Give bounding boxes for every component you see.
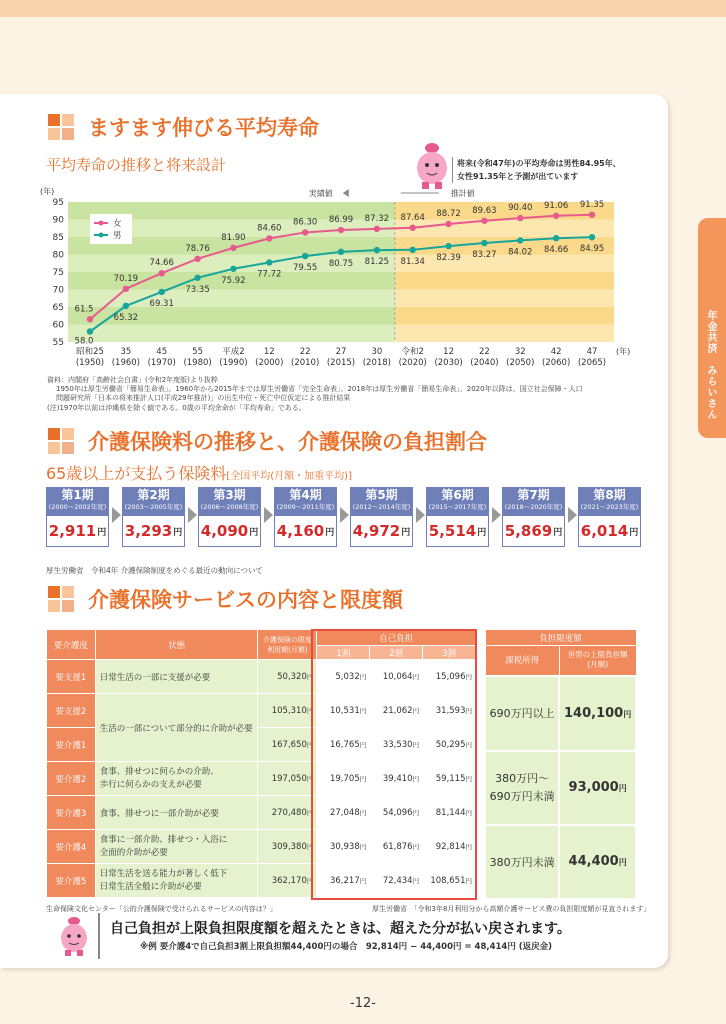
x-tick-label: 平成2: [222, 347, 245, 357]
x-tick-sub-label: (1980): [183, 358, 212, 368]
burden-income: 380万円〜 690万円未満: [485, 751, 559, 825]
data-point: [553, 235, 559, 241]
x-tick-label: 32: [514, 347, 526, 357]
r1-cell: 27,048円: [317, 796, 370, 830]
header-income: 課税所得: [485, 646, 559, 676]
r2-cell: 54,096円: [370, 796, 423, 830]
section-square-icon: [48, 114, 74, 140]
data-point: [481, 218, 487, 224]
x-tick-label: 22: [479, 347, 490, 357]
table-row: [47, 694, 476, 728]
forecast-label: 推計値: [450, 189, 475, 198]
arrow-right-icon: [416, 507, 425, 523]
data-point: [553, 213, 559, 219]
period-value: 2,911 円: [46, 515, 109, 547]
level-cell: 要支援2: [47, 694, 96, 728]
data-point: [481, 240, 487, 246]
data-label: 83.27: [472, 250, 497, 261]
x-tick-label: 30: [371, 347, 383, 357]
mascot-icon: [54, 914, 94, 958]
data-label: 88.72: [436, 208, 461, 219]
header-level: 要介護度: [47, 630, 96, 660]
level-cell: 要介護1: [47, 728, 96, 762]
limit-cell: 105,310円: [258, 694, 317, 728]
refund-example: ※例 要介護4で自己負担3割上限負担額44,400円の場合 92,814円 − 44,400円 = 48,414円 (返戻金): [140, 942, 553, 952]
data-point: [589, 234, 595, 240]
data-label: 81.25: [364, 257, 390, 268]
section1-title: ますます伸びる平均寿命: [48, 112, 319, 142]
data-point: [374, 247, 380, 253]
data-point: [445, 221, 451, 227]
data-point: [302, 253, 308, 259]
data-point: [159, 289, 165, 295]
period-value: 5,869 円: [502, 515, 565, 547]
data-point: [589, 212, 595, 218]
data-point: [266, 235, 272, 241]
r1-cell: 10,531円: [317, 694, 370, 728]
premium-period: [274, 487, 337, 547]
data-point: [159, 270, 165, 276]
data-label: 86.99: [328, 215, 354, 226]
data-label: 73.35: [185, 284, 210, 295]
period-value: 3,293 円: [122, 515, 185, 547]
legend-marker: [99, 233, 104, 238]
state-cell: 日常生活を送る能力が著しく低下 日常生活全般に介助が必要: [95, 864, 258, 898]
data-label: 81.90: [221, 232, 246, 243]
data-label: 87.64: [400, 212, 425, 223]
legend-marker: [99, 221, 104, 226]
period-value: 6,014 円: [578, 515, 641, 547]
period-value: 4,090 円: [198, 515, 261, 547]
r3-cell: 108,651円: [423, 864, 476, 898]
period-header: 第8期 (2021〜2023年度): [578, 487, 641, 515]
band-forecast: [395, 220, 614, 238]
x-tick-sub-label: (2030): [434, 358, 463, 368]
period-header: 第1期 (2000〜2002年度): [46, 487, 109, 515]
limit-cell: 362,170円: [258, 864, 317, 898]
r1-cell: 36,217円: [317, 864, 370, 898]
data-point: [338, 249, 344, 255]
source-line-1: 資料：内閣府「高齢社会白書」(令和2年度版)より抜粋: [47, 376, 218, 384]
period-header: 第4期 (2009〜2011年度): [274, 487, 337, 515]
y-tick-label: 95: [52, 198, 64, 208]
data-point: [374, 226, 380, 232]
arrow-right-icon: [492, 507, 501, 523]
r3-cell: 15,096円: [423, 660, 476, 694]
x-tick-label: 55: [192, 347, 203, 357]
r3-cell: 92,814円: [423, 830, 476, 864]
r2-cell: 10,064円: [370, 660, 423, 694]
refund-main: 自己負担が上限負担限度額を超えたときは、超えた分が払い戻されます。: [110, 921, 571, 937]
burden-cap: 44,400円: [559, 825, 636, 899]
arrow-right-icon: [188, 507, 197, 523]
y-tick-label: 80: [52, 250, 64, 261]
source-line-4: (注)1970年以前は沖縄県を除く値である。0歳の平均余命が「平均寿命」である。: [47, 404, 306, 412]
data-label: 89.63: [472, 205, 497, 216]
data-point: [87, 316, 93, 322]
x-tick-label: 昭和25: [76, 347, 104, 357]
data-label: 84.60: [257, 223, 282, 234]
limit-cell: 50,320円: [258, 660, 317, 694]
r3-cell: 31,593円: [423, 694, 476, 728]
level-cell: 要介護5: [47, 864, 96, 898]
side-tab[interactable]: 年金共済 みらいさん: [698, 218, 726, 438]
x-tick-sub-label: (1960): [111, 358, 140, 368]
data-point: [123, 286, 129, 292]
x-axis-unit: (年): [616, 347, 630, 356]
level-cell: 要介護2: [47, 762, 96, 796]
table-row: [47, 864, 476, 898]
r2-cell: 33,530円: [370, 728, 423, 762]
limit-cell: 167,650円: [258, 728, 317, 762]
level-cell: 要支援1: [47, 660, 96, 694]
data-point: [194, 256, 200, 262]
y-tick-label: 85: [52, 233, 64, 243]
data-label: 87.32: [364, 213, 390, 224]
state-cell: 生活の一部について部分的に介助が必要: [95, 694, 258, 762]
section2-title: 介護保険料の推移と、介護保険の負担割合: [48, 426, 487, 456]
data-point: [410, 225, 416, 231]
service-table: [46, 629, 476, 898]
y-axis-label: (年): [40, 187, 55, 196]
header-self: 自己負担: [317, 630, 476, 646]
data-label: 78.76: [185, 243, 210, 254]
period-header: 第7期 (2018〜2020年度): [502, 487, 565, 515]
band-forecast: [395, 272, 614, 290]
arrow-right-icon: [568, 507, 577, 523]
limit-cell: 309,380円: [258, 830, 317, 864]
data-label: 80.75: [328, 258, 354, 269]
band-actual: [68, 325, 395, 343]
y-tick-label: 60: [52, 320, 64, 331]
state-cell: 日常生活の一部に支援が必要: [95, 660, 258, 694]
table-row: [47, 762, 476, 796]
state-cell: 食事、排せつに何らかの介助、 歩行に何らかの支えが必要: [95, 762, 258, 796]
x-tick-sub-label: (1950): [75, 358, 105, 368]
r1-cell: 19,705円: [317, 762, 370, 796]
r1-cell: 30,938円: [317, 830, 370, 864]
r2-cell: 39,410円: [370, 762, 423, 796]
source-line-2: 1950年は厚生労働省「簡易生命表」、1960年から2015年までは厚生労働省「完全生命表」、2018年は厚生労働省「簡易生命表」、2020年以降は、国立社会保障・人口: [56, 385, 583, 393]
level-cell: 要介護4: [47, 830, 96, 864]
table-row: [47, 660, 476, 694]
r3-cell: 50,295円: [423, 728, 476, 762]
x-tick-sub-label: (2020): [398, 358, 427, 368]
band-actual: [68, 290, 395, 308]
x-tick-sub-label: (2065): [577, 358, 607, 368]
premium-period: [350, 487, 413, 547]
section3-source-left: 生命保険文化センター「公的介護保険で受けられるサービスの内容は？」: [46, 905, 277, 913]
x-tick-sub-label: (2060): [542, 358, 571, 368]
data-point: [123, 303, 129, 309]
band-forecast: [395, 255, 614, 273]
period-header: 第5期 (2012〜2014年度): [350, 487, 413, 515]
x-tick-label: 22: [299, 347, 311, 357]
data-point: [230, 266, 236, 272]
data-point: [410, 247, 416, 253]
limit-cell: 197,050円: [258, 762, 317, 796]
data-label: 84.95: [579, 244, 605, 255]
data-label: 86.30: [292, 217, 318, 228]
data-label: 75.92: [221, 275, 246, 286]
burden-income: 380万円未満: [485, 825, 559, 899]
r2-cell: 21,062円: [370, 694, 423, 728]
legend: [90, 214, 132, 244]
source-line-3: 問題研究所「日本の将来推計人口(平成29年推計)」の出生中位・死亡中位仮定による推計結果: [56, 394, 351, 402]
r2-cell: 61,876円: [370, 830, 423, 864]
period-header: 第3期 (2006〜2008年度): [198, 487, 261, 515]
mascot-icon: [410, 140, 458, 192]
band-forecast: [395, 325, 614, 343]
section3-source-right: 厚生労働省 「令和3年8月利用分から高額介護サービス費の負担限度額が見直されます」: [372, 905, 651, 913]
x-tick-label: 12: [443, 347, 454, 357]
section2-source: 厚生労働省 令和4年 介護保険制度をめぐる最近の動向について: [46, 566, 264, 575]
premium-period: [46, 487, 109, 547]
r1-cell: 16,765円: [317, 728, 370, 762]
state-cell: 食事、排せつに一部介助が必要: [95, 796, 258, 830]
r3-cell: 59,115円: [423, 762, 476, 796]
data-point: [230, 245, 236, 251]
section2-subtitle: 65歳以上が支払う保険料[全国平均(月額・加重平均)]: [46, 464, 352, 483]
x-tick-label: 47: [586, 347, 598, 357]
x-tick-label: 42: [550, 347, 562, 357]
legend-label: 男: [113, 231, 122, 241]
x-tick-sub-label: (1970): [147, 358, 176, 368]
premium-period: [502, 487, 565, 547]
data-label: 58.0: [74, 336, 94, 347]
header-cap: 世帯の上限負担額 (月額): [559, 646, 636, 676]
refund-note: [98, 913, 638, 959]
r2-cell: 72,434円: [370, 864, 423, 898]
data-label: 65.32: [113, 312, 139, 323]
premium-periods: [46, 487, 654, 547]
y-tick-label: 70: [52, 285, 64, 296]
r3-cell: 81,144円: [423, 796, 476, 830]
data-point: [87, 328, 93, 334]
arrow-left-icon: [343, 189, 391, 197]
premium-period: [426, 487, 489, 547]
header-burden: 負担限度額: [485, 630, 636, 646]
table-row: [47, 796, 476, 830]
legend-label: 女: [113, 219, 122, 229]
data-point: [338, 227, 344, 233]
burden-income: 690万円以上: [485, 676, 559, 751]
arrow-right-icon: [112, 507, 121, 523]
header-r1: 1割: [317, 646, 370, 660]
data-label: 84.66: [543, 245, 569, 256]
x-tick-sub-label: (2000): [255, 358, 284, 368]
band-forecast: [395, 307, 614, 325]
x-tick-sub-label: (2040): [470, 358, 499, 368]
top-band: [0, 0, 726, 17]
state-cell: 食事に一部介助、排せつ・入浴に 全面的介助が必要: [95, 830, 258, 864]
period-value: 5,514 円: [426, 515, 489, 547]
table-row: [47, 830, 476, 864]
data-label: 90.40: [508, 203, 533, 214]
x-tick-sub-label: (2050): [506, 358, 535, 368]
data-label: 81.34: [400, 256, 425, 267]
header-r3: 3割: [423, 646, 476, 660]
header-r2: 2割: [370, 646, 423, 660]
premium-period: [198, 487, 261, 547]
x-tick-sub-label: (2010): [291, 358, 320, 368]
x-tick-sub-label: (1990): [219, 358, 248, 368]
period-value: 4,972 円: [350, 515, 413, 547]
data-label: 91.35: [579, 199, 605, 210]
page-number: -12-: [350, 996, 376, 1011]
r1-cell: 5,032円: [317, 660, 370, 694]
data-point: [445, 243, 451, 249]
section1-subtitle: 平均寿命の推移と将来設計: [46, 156, 227, 174]
y-tick-label: 65: [52, 303, 64, 313]
burden-cap: 93,000円: [559, 751, 636, 825]
data-label: 69.31: [149, 298, 174, 309]
life-expectancy-chart: [30, 186, 630, 372]
data-label: 84.02: [508, 247, 533, 258]
data-label: 82.39: [436, 253, 461, 264]
period-header: 第2期 (2003〜2005年度): [122, 487, 185, 515]
burden-limit-table: [484, 629, 637, 900]
data-label: 70.19: [113, 273, 139, 284]
arrow-right-icon: [264, 507, 273, 523]
burden-cap: 140,100円: [559, 676, 636, 751]
data-label: 91.06: [543, 200, 569, 211]
data-label: 74.66: [149, 258, 174, 269]
x-tick-label: 12: [263, 347, 275, 357]
x-tick-label: 令和2: [401, 347, 424, 357]
data-point: [302, 229, 308, 235]
section-square-icon: [48, 586, 74, 612]
data-point: [194, 275, 200, 281]
data-point: [517, 237, 523, 243]
y-tick-label: 75: [52, 268, 64, 278]
actual-label: 実績値: [308, 189, 333, 198]
header-limit: 介護保険の限度 利用額(月額): [258, 630, 317, 660]
x-tick-label: 45: [156, 347, 168, 357]
data-label: 61.5: [74, 304, 94, 315]
data-label: 79.55: [292, 263, 318, 274]
arrow-right-icon: [340, 507, 349, 523]
premium-period: [122, 487, 185, 547]
period-header: 第6期 (2015〜2017年度): [426, 487, 489, 515]
x-tick-sub-label: (2015): [326, 358, 356, 368]
section-square-icon: [48, 428, 74, 454]
x-tick-label: 35: [120, 347, 132, 357]
period-value: 4,160 円: [274, 515, 337, 547]
limit-cell: 270,480円: [258, 796, 317, 830]
data-label: 77.72: [257, 269, 282, 280]
level-cell: 要介護3: [47, 796, 96, 830]
band-forecast: [395, 290, 614, 308]
x-tick-sub-label: (2018): [362, 358, 391, 368]
data-point: [266, 259, 272, 265]
x-tick-label: 27: [335, 347, 347, 357]
section3-title: 介護保険サービスの内容と限度額: [48, 584, 403, 614]
premium-period: [578, 487, 641, 547]
y-tick-label: 55: [52, 338, 64, 348]
header-state: 状態: [95, 630, 258, 660]
y-tick-label: 90: [52, 215, 64, 226]
data-point: [517, 215, 523, 221]
forecast-note: 将来(令和47年)の平均寿命は男性84.95年、 女性91.35年と予測が出ています: [452, 157, 621, 183]
